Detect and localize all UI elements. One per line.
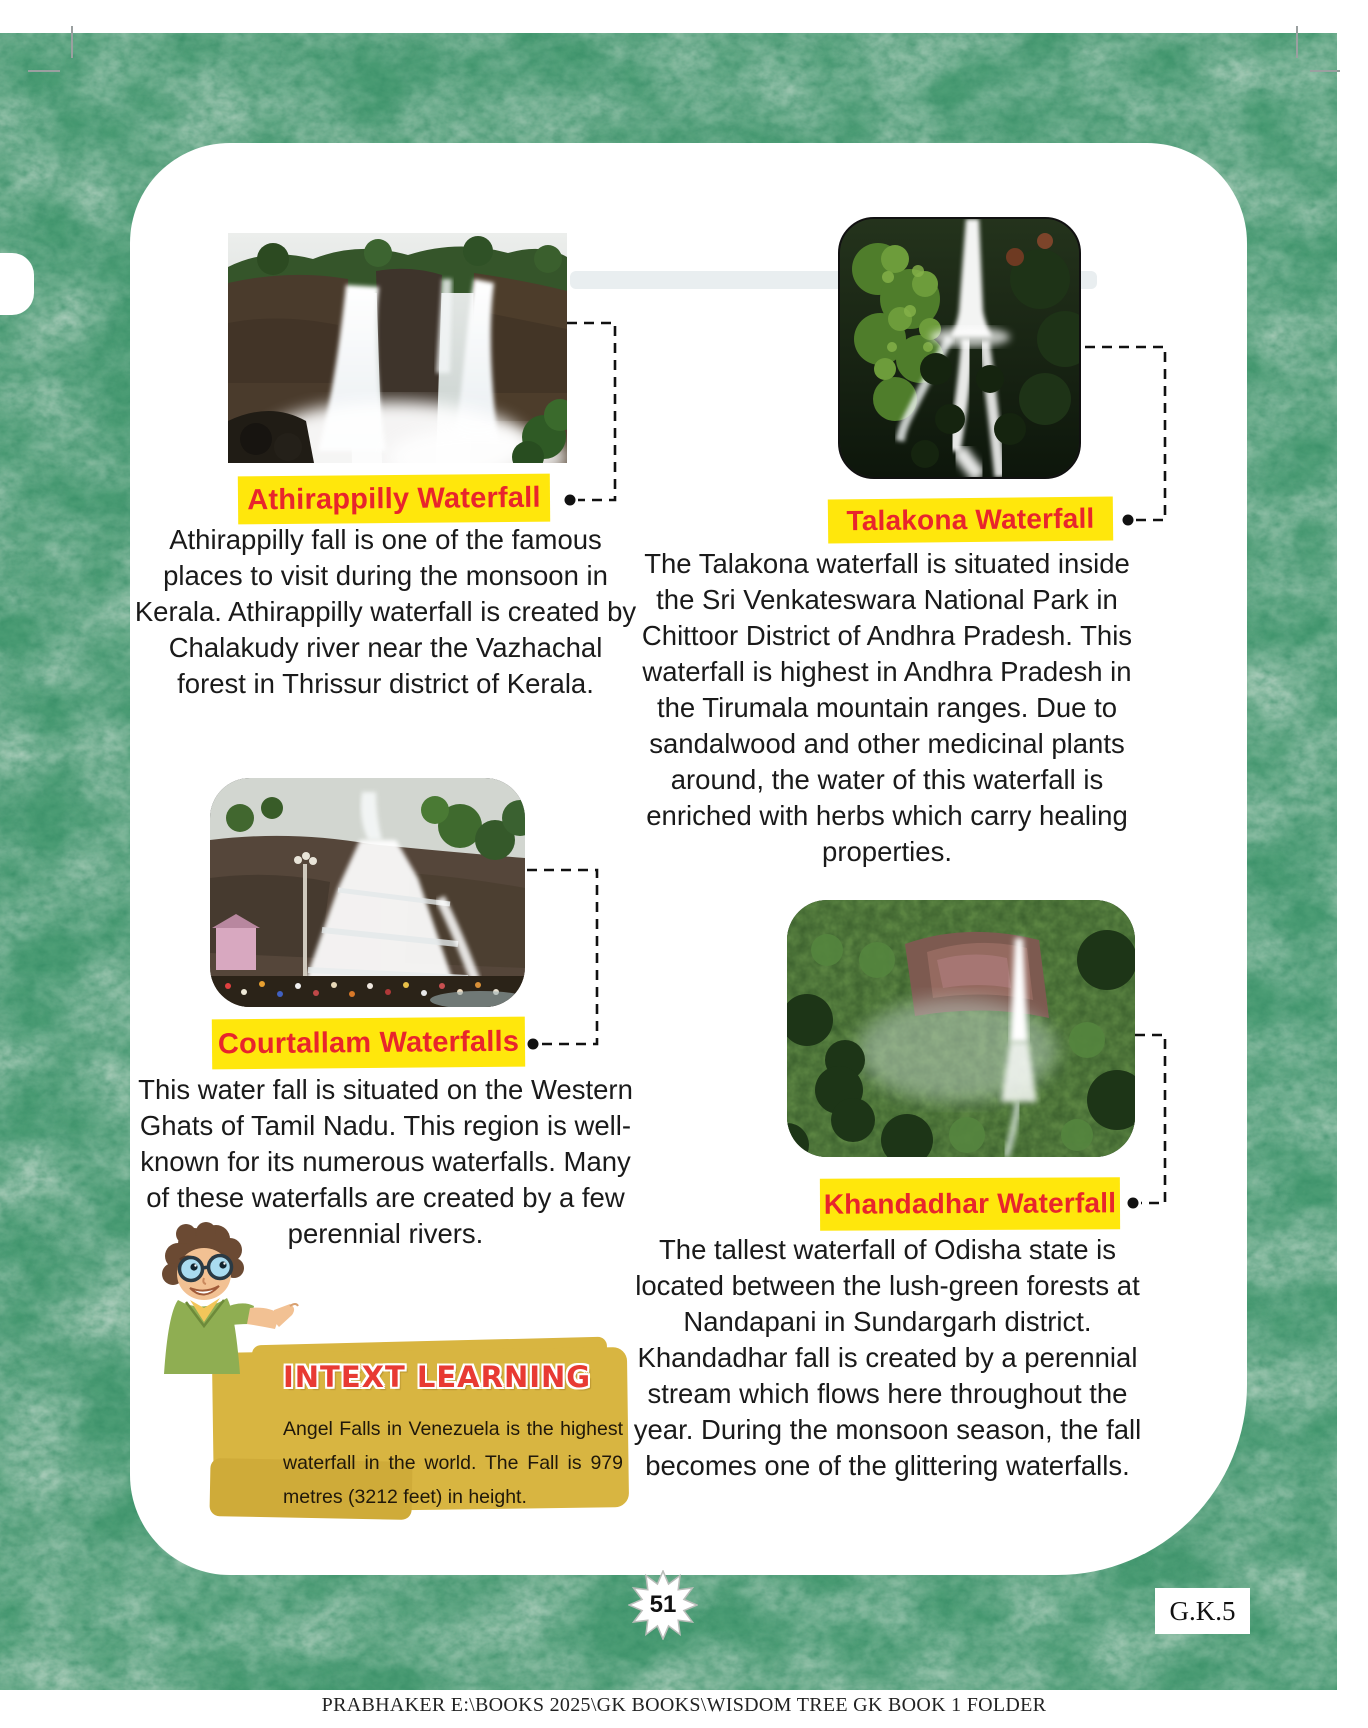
- crop-mark: [1310, 70, 1340, 72]
- page-number: 51: [649, 1591, 677, 1618]
- edge-notch: [0, 253, 34, 315]
- khandadhar-photo: [787, 900, 1135, 1157]
- mascot-boy-illustration: [140, 1222, 300, 1422]
- courtallam-photo: [210, 778, 525, 1007]
- talakona-photo: [838, 217, 1081, 479]
- khandadhar-paragraph: The tallest waterfall of Odisha state is located between the lush-green forests at Nandapani in Sundargarh district. Khandadhar fall is created by a perennial stream which flows here throughout the year. During the monsoon season, the fall becomes one of the glittering waterfalls.: [633, 1234, 1142, 1481]
- courtallam-title: Courtallam Waterfalls: [217, 1025, 520, 1060]
- crop-mark: [71, 26, 73, 58]
- footer-file-path: PRABHAKER E:\BOOKS 2025\GK BOOKS\WISDOM TREE GK BOOK 1 FOLDER: [321, 1694, 1047, 1716]
- athirappilly-title-highlight: [238, 474, 550, 525]
- talakona-paragraph: The Talakona waterfall is situated inside the Sri Venkateswara National Park in Chittoor District of Andhra Pradesh. This waterfall is highest in Andhra Pradesh in the Tirumala mountain ranges. Due to sandalwood and other medicinal plants around, the water of this waterfall is enriched with herbs which carry healing properties.: [641, 548, 1133, 867]
- athirappilly-photo: [228, 233, 567, 463]
- courtallam-title-highlight: [212, 1017, 525, 1070]
- khandadhar-title-highlight: [820, 1177, 1120, 1231]
- crop-mark: [1296, 26, 1298, 58]
- athirappilly-title: Athirappilly Waterfall: [247, 481, 541, 516]
- intext-learning-title: INTEXT LEARNING: [283, 1360, 592, 1394]
- talakona-title-highlight: [828, 497, 1113, 544]
- athirappilly-paragraph: Athirappilly fall is one of the famous places to visit during the monsoon in Kerala. Athirappilly waterfall is created by Chalakudy river near the Vazhachal forest in Thrissur district of Kerala.: [134, 524, 637, 699]
- intext-learning-body: Angel Falls in Venezuela is the highest waterfall in the world. The Fall is 979 metres (3212 feet) in height.: [283, 1418, 623, 1508]
- crop-mark: [28, 70, 60, 72]
- book-code-label: G.K.5: [1155, 1588, 1250, 1634]
- talakona-title: Talakona Waterfall: [846, 502, 1095, 537]
- courtallam-paragraph: This water fall is situated on the Western Ghats of Tamil Nadu. This region is well-known for its numerous waterfalls. Many of these waterfalls are created by a few perennial rivers.: [138, 1074, 633, 1249]
- khandadhar-title: Khandadhar Waterfall: [823, 1187, 1117, 1220]
